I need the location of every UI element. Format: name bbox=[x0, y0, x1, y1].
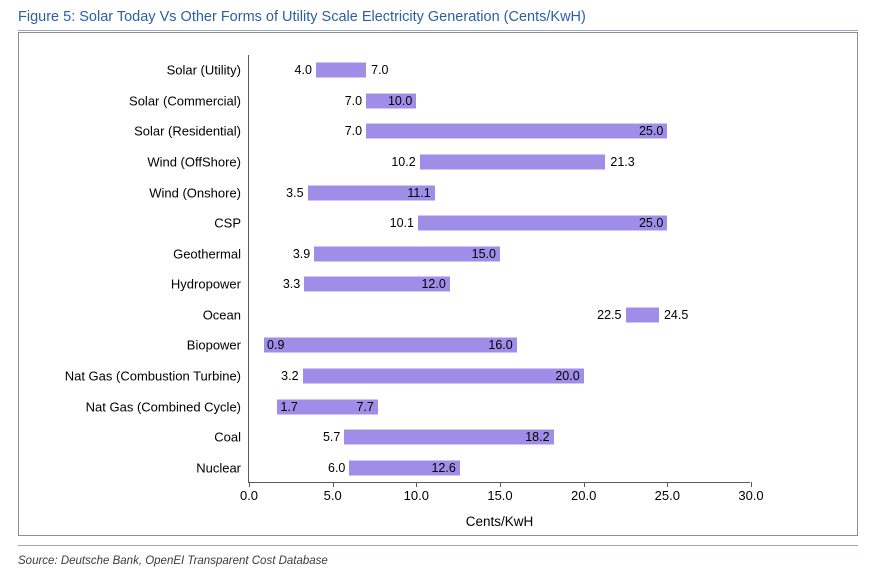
bar-low-value: 5.7 bbox=[322, 430, 341, 445]
bar-low-value: 10.2 bbox=[391, 154, 416, 169]
x-tick-mark bbox=[751, 482, 752, 487]
chart-row bbox=[196, 452, 750, 483]
source-note: Source: Deutsche Bank, OpenEI Transparent Cost Database bbox=[18, 555, 328, 567]
chart-row bbox=[149, 177, 750, 208]
x-tick-label: 0.0 bbox=[239, 488, 259, 503]
chart-row bbox=[186, 330, 750, 361]
range-bar[interactable] bbox=[366, 124, 667, 139]
bar-high-value: 11.1 bbox=[407, 185, 431, 200]
bar-high-value: 25.0 bbox=[638, 216, 664, 231]
chart-row bbox=[134, 116, 750, 147]
x-tick-label: 5.0 bbox=[323, 488, 342, 503]
category-label: Solar (Residential) bbox=[134, 123, 241, 139]
category-label: Wind (Onshore) bbox=[149, 185, 241, 201]
category-label: Hydropower bbox=[170, 276, 241, 292]
bar-low-value: 0.9 bbox=[267, 338, 285, 353]
chart-row bbox=[85, 391, 750, 422]
bar-low-value: 22.5 bbox=[597, 307, 622, 322]
category-label: Geothermal bbox=[173, 246, 241, 262]
category-label: Solar (Utility) bbox=[166, 62, 241, 78]
bar-high-value: 16.0 bbox=[488, 338, 513, 353]
chart-row bbox=[64, 361, 750, 392]
bar-high-value: 7.0 bbox=[371, 63, 389, 78]
figure-title-bar bbox=[18, 4, 858, 31]
range-bar[interactable] bbox=[316, 63, 366, 78]
range-bar[interactable] bbox=[264, 338, 517, 353]
chart-row bbox=[147, 147, 750, 178]
category-label: Wind (OffShore) bbox=[147, 154, 241, 170]
bar-low-value: 4.0 bbox=[294, 63, 312, 78]
x-tick-label: 25.0 bbox=[654, 488, 680, 503]
chart-frame bbox=[18, 32, 858, 536]
bar-low-value: 1.7 bbox=[280, 399, 298, 414]
chart-row bbox=[202, 300, 750, 331]
category-label: Nuclear bbox=[196, 460, 241, 476]
bar-high-value: 12.6 bbox=[431, 460, 456, 475]
range-bar[interactable] bbox=[420, 154, 606, 169]
x-axis-title: Cents/KwH bbox=[465, 514, 534, 529]
category-label: Nat Gas (Combined Cycle) bbox=[85, 399, 241, 415]
plot-area bbox=[64, 55, 764, 529]
category-label: Coal bbox=[214, 429, 241, 445]
page-title: Figure 5: Solar Today Vs Other Forms of Utility Scale Electricity Generation (Cents/KwH) bbox=[18, 9, 586, 25]
x-tick-label: 30.0 bbox=[738, 488, 764, 503]
bar-high-value: 24.5 bbox=[663, 307, 689, 322]
category-label: Nat Gas (Combustion Turbine) bbox=[64, 368, 241, 384]
source-bar bbox=[18, 545, 858, 569]
range-bar[interactable] bbox=[303, 368, 584, 383]
x-tick-label: 15.0 bbox=[487, 488, 513, 503]
bar-high-value: 15.0 bbox=[471, 246, 496, 261]
category-label: Biopower bbox=[186, 337, 241, 353]
bar-low-value: 3.9 bbox=[292, 246, 311, 261]
chart-row bbox=[129, 86, 750, 117]
bar-high-value: 18.2 bbox=[525, 430, 550, 445]
range-bar[interactable] bbox=[418, 216, 667, 231]
range-bar[interactable] bbox=[626, 307, 659, 322]
bar-low-value: 3.3 bbox=[282, 277, 301, 292]
bar-high-value: 25.0 bbox=[638, 124, 664, 139]
bar-high-value: 10.0 bbox=[387, 93, 413, 108]
bar-low-value: 7.0 bbox=[344, 93, 363, 108]
chart-row bbox=[173, 238, 750, 269]
bar-low-value: 3.5 bbox=[286, 185, 304, 200]
x-tick-label: 20.0 bbox=[571, 488, 597, 503]
x-axis-ticks bbox=[239, 482, 764, 506]
bar-low-value: 7.0 bbox=[344, 124, 363, 139]
category-label: Solar (Commercial) bbox=[129, 93, 241, 109]
chart-row bbox=[214, 208, 750, 239]
bar-high-value: 20.0 bbox=[555, 368, 580, 383]
bar-low-value: 10.1 bbox=[389, 216, 414, 231]
chart-row bbox=[166, 55, 750, 86]
category-label: CSP bbox=[214, 215, 241, 231]
range-bar[interactable] bbox=[344, 430, 553, 445]
bar-high-value: 21.3 bbox=[610, 154, 635, 169]
chart-row bbox=[170, 269, 750, 300]
bar-high-value: 7.7 bbox=[356, 399, 374, 414]
bar-low-value: 6.0 bbox=[328, 460, 346, 475]
chart-row bbox=[214, 422, 750, 453]
bar-high-value: 12.0 bbox=[421, 277, 446, 292]
bar-low-value: 3.2 bbox=[281, 368, 299, 383]
x-tick-label: 10.0 bbox=[403, 488, 429, 503]
category-label: Ocean bbox=[202, 307, 241, 323]
